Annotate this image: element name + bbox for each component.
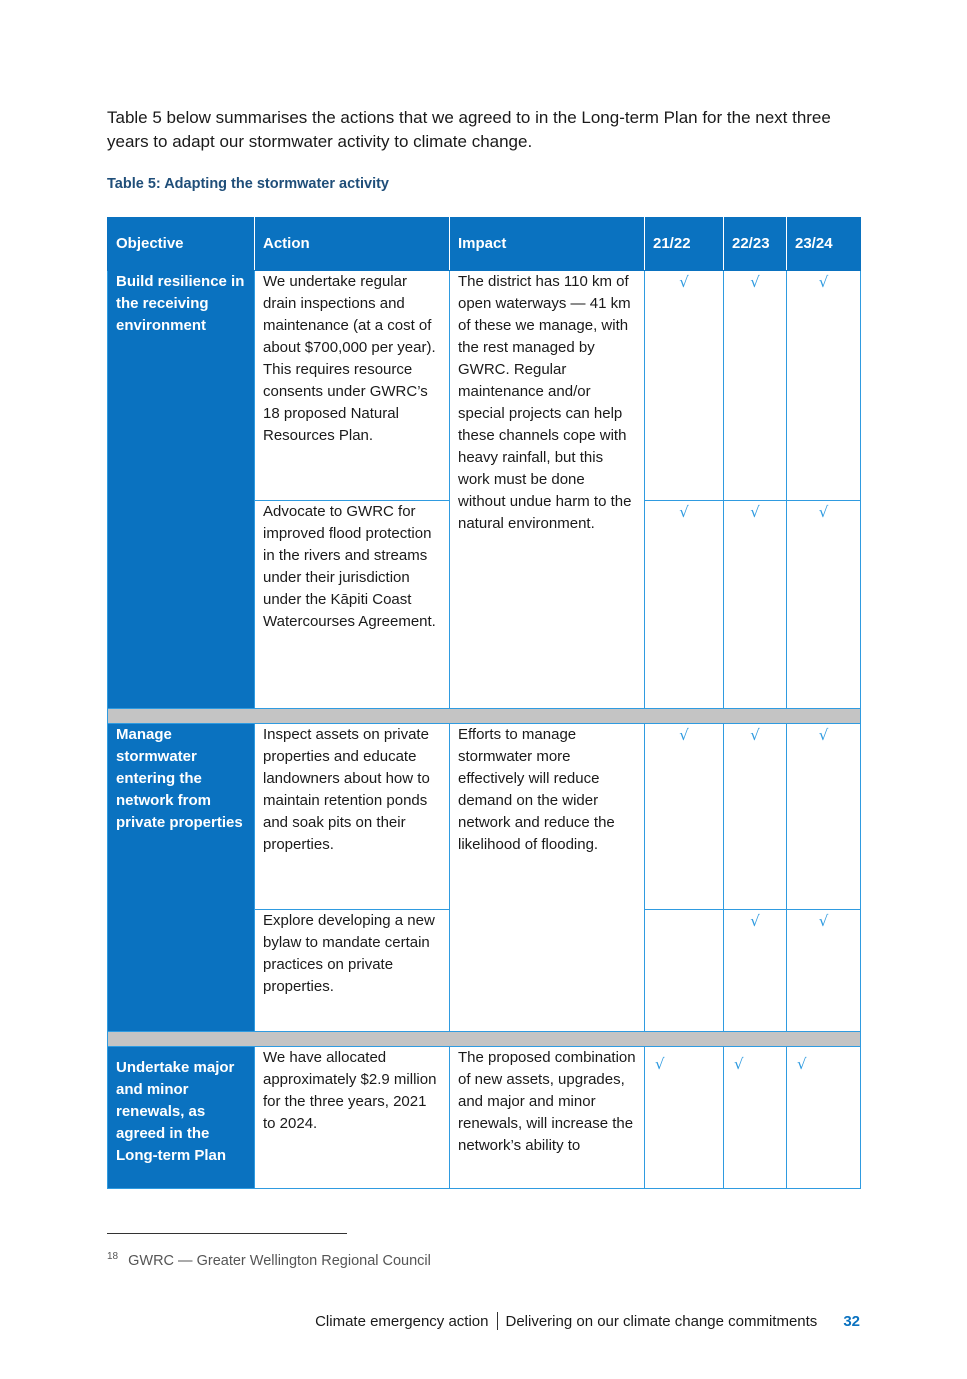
header-objective: Objective [108,218,255,271]
tick-2324: √ [787,910,861,1032]
action-cell: We have allocated approximately $2.9 million for the three years, 2021 to 2024. [255,1047,450,1189]
tick-2223: √ [724,1047,787,1189]
stormwater-actions-table [107,217,861,1189]
header-2122: 21/22 [645,218,724,271]
tick-2122: √ [645,271,724,501]
tick-2223: √ [724,501,787,709]
action-cell: We undertake regular drain inspections and maintenance (at a cost of about $700,000 per year). This requires resource consents under GWRC’s 18 proposed Natural Resources Plan. [255,271,450,501]
action-cell: Advocate to GWRC for improved flood protection in the rivers and streams under their jurisdiction under the Kāpiti Coast Watercourses Agreement. [255,501,450,709]
tick-2122: √ [645,1047,724,1189]
footnote [107,1251,431,1269]
impact-cell: The proposed combination of new assets, upgrades, and major and minor renewals, will increase the network’s ability to [450,1047,645,1189]
header-2223: 22/23 [724,218,787,271]
tick-2324: √ [787,501,861,709]
tick-2122: √ [645,501,724,709]
tick-2223: √ [724,910,787,1032]
table-row [108,1047,861,1189]
header-impact: Impact [450,218,645,271]
header-2324: 23/24 [787,218,861,271]
tick-2324: √ [787,271,861,501]
intro-paragraph: Table 5 below summarises the actions that we agreed to in the Long-term Plan for the next three years to adapt our stormwater activity to climate change. [107,108,831,151]
footer-chapter: Delivering on our climate change commitments [505,1312,818,1330]
table-caption: Table 5: Adapting the stormwater activity [107,176,389,192]
page-number: 32 [843,1312,860,1330]
table-row [108,724,861,910]
impact-cell: The district has 110 km of open waterways — 41 km of these we manage, with the rest managed by GWRC. Regular maintenance and/or special projects can help these channels cope with heavy rainfall, but this work must be done without undue harm to the natural environment. [450,271,645,709]
footnote-text: GWRC — Greater Wellington Regional Council [128,1253,431,1269]
objective-cell: Manage stormwater entering the network from private properties [108,724,255,1032]
page-footer [315,1312,860,1330]
tick-2122 [645,910,724,1032]
objective-cell: Undertake major and minor renewals, as agreed in the Long-term Plan [108,1047,255,1189]
action-cell: Inspect assets on private properties and educate landowners about how to maintain retention ponds and soak pits on their properties. [255,724,450,910]
header-action: Action [255,218,450,271]
footnote-divider [107,1233,347,1234]
group-separator [108,1032,861,1047]
impact-cell: Efforts to manage stormwater more effectively will reduce demand on the wider network and reduce the likelihood of flooding. [450,724,645,1032]
footer-section: Climate emergency action [315,1312,489,1330]
footnote-number: 18 [107,1251,119,1262]
tick-2122: √ [645,724,724,910]
table-header-row [108,218,861,271]
tick-2223: √ [724,724,787,910]
table-row [108,271,861,501]
footer-divider [497,1312,498,1330]
tick-2223: √ [724,271,787,501]
tick-2324: √ [787,1047,861,1189]
action-cell: Explore developing a new bylaw to mandate certain practices on private properties. [255,910,450,1032]
tick-2324: √ [787,724,861,910]
group-separator [108,709,861,724]
objective-cell: Build resilience in the receiving environment [108,271,255,709]
